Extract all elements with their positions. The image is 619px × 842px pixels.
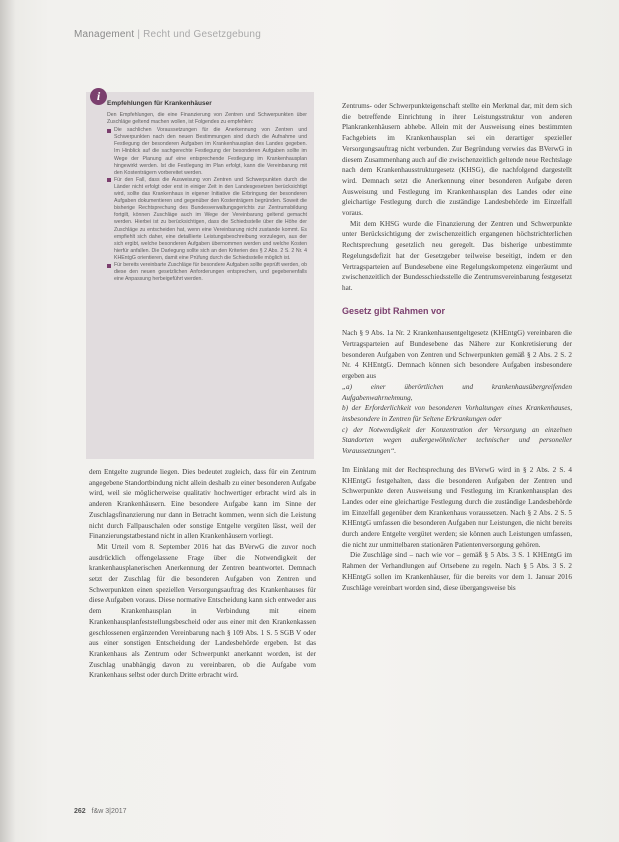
- quote-item: c) der Notwendigkeit der Konzentration der Versorgung an einzelnen Standorten wegen außergewöhnlicher technischer und personeller Voraussetzungen“.: [342, 425, 572, 456]
- paragraph: Nach § 9 Abs. 1a Nr. 2 Krankenhausentgeltgesetz (KHEntgG) vereinbaren die Vertragsparteien auf Bundesebene das Nähere zur Konkretisierung der besonderen Aufgaben von Zentren und Schwerpunkten gemäß § 2 Abs. 2 S. 2 Nr. 4 KHEntgG. Demnach können sich besondere Aufgaben insbesondere ergeben aus: [342, 329, 572, 381]
- quote-item: „a) einer überörtlichen und krankenhausübergreifenden Aufgabenwahrnehmung,: [342, 382, 572, 402]
- paragraph: Zentrums- oder Schwerpunkteigenschaft stellte ein Merkmal dar, mit dem sich die betreffende Einrichtung in ihrer Leistungsstruktur von anderen Plankrankenhäusern abhebe. Allein mit der Ausweisung eines bestimmten Fachgebiets im Krankenhausplan sei ein derartiger spezieller Versorgungsauftrag nicht verbunden. Zur Begründung verwies das BVerwG in diesem Zusammenhang auch auf die zwischenzeitlich geltende neue Rechtslage nach dem Krankenhausstrukturgesetz (KHSG), die nachfolgend dargestellt wird. Demnach setzt die Anerkennung einer besonderen Aufgabe deren Ausweisung und Festlegung im Krankenhausplan des Landes oder eine gleichartige Festlegung durch die zuständige Landesbehörde im Einzelfall voraus.: [342, 102, 572, 218]
- section-heading: Gesetz gibt Rahmen vor: [342, 305, 446, 316]
- recommendation-box: [86, 92, 314, 459]
- paragraph: Die Zuschläge sind – nach wie vor – gemäß § 5 Abs. 3 S. 1 KHEntgG im Rahmen der Verhandlungen auf Ortsebene zu regeln. Nach § 5 Abs. 3 S. 2 KHEntgG sollen im Krankenhäuser, für die bereits vor dem 1. Januar 2016 Zuschläge vereinbart worden sind, diese übergangsweise bis: [342, 551, 572, 592]
- box-bullet-text: Für bereits vereinbarte Zuschläge für besondere Aufgaben sollte geprüft werden, ob diese den neuen gesetzlichen Anforderungen entsprechen, und gegebenenfalls eine Anpassung herbeigeführt werden.: [114, 261, 307, 283]
- box-bullet-text: Für den Fall, dass die Ausweisung von Zentren und Schwerpunkten durch die Länder nicht erfolgt oder erst in einiger Zeit in den Landesgesetzen berücksichtigt wird, sollte das Krankenhaus in eigener Initiative die Erbringung der besonderen Aufgaben dokumentieren und gegenüber den Kostenträgern begründen. Soweit die bisherige Rechtsprechung des Bundesverwaltungsgerichts zur Zentrumsbildung fortgilt, können Zuschläge auch im Wege der Vereinbarung geltend gemacht werden. Hierbei ist zu berücksichtigen, dass die Schiedsstelle über die Höhe der Zuschläge zu entscheiden hat, wenn eine Vereinbarung nicht zustande kommt. Es empfiehlt sich daher, eine detaillierte Leistungsbeschreibung vorzulegen, aus der sich ergibt, welche besonderen Aufgaben übernommen werden und welche Kosten hierfür anfallen. Die Darlegung sollte sich an den Kriterien des § 2 Abs. 2 S. 2 Nr. 4 KHEntgG orientieren, damit eine Prüfung durch die Schiedsstelle möglich ist.: [114, 176, 307, 261]
- quote-item: b) der Erforderlichkeit von besonderen Vorhaltungen eines Krankenhauses, insbesondere in Zentren für Seltene Erkrankungen oder: [342, 404, 572, 423]
- running-header: [74, 29, 261, 40]
- box-bullet: [107, 262, 307, 283]
- box-intro: Den Empfehlungen, die eine Finanzierung von Zentren und Schwerpunkten über Zuschläge geltend machen wollen, ist Folgendes zu empfehlen:: [107, 112, 307, 126]
- page-number: 262: [74, 808, 86, 815]
- box-title: Empfehlungen für Krankenhäuser: [107, 100, 212, 107]
- box-bullet-text: Die sachlichen Voraussetzungen für die Anerkennung von Zentren und Schwerpunkten nach den neuen Bestimmungen sind durch die Aufnahme und Festlegung der besonderen Aufgaben im Krankenhausplan des Landes gegeben. Im Hinblick auf die sachgerechte Festlegung der besonderen Aufgaben sollte im Wege der Planung auf eine entsprechende Festlegung im Krankenhausplan hingewirkt werden. Ist die Festlegung im Plan erfolgt, kann die Vereinbarung mit den Kostenträgern vorbereitet werden.: [114, 127, 307, 176]
- header-category: Recht und Gesetzgebung: [143, 29, 261, 40]
- paragraph: Im Einklang mit der Rechtsprechung des BVerwG wird in § 2 Abs. 2 S. 4 KHEntgG festgehalten, dass die besonderen Aufgaben der Zentren und Schwerpunkte deren Ausweisung und Festlegung im Krankenhausplan des Landes oder eine gleichartige Festlegung durch die zuständige Landesbehörde im Einzelfall gegenüber dem Krankenhaus voraussetzen. Nach § 2 Abs. 2 S. 5 KHEntgG umfassen die besonderen Aufgaben nur Leistungen, die nicht bereits durch andere Entgelte vergütet werden; sie können auch Leistungen umfassen, die nicht zur unmittelbaren stationären Patientenversorgung gehören.: [342, 465, 572, 549]
- box-bullet: [107, 177, 307, 262]
- paragraph: dem Entgelte zugrunde liegen. Dies bedeutet zugleich, dass für ein Zentrum angegebene Standortbindung nicht allein deshalb zu einer besonderen Aufgabe wird, weil sie möglicherweise qualitativ hochwertiger erbracht wird als in anderen Krankenhäusern. Eine besondere Aufgabe kann im Sinne der Zuschlagsfinanzierung nur dann in Betracht kommen, wenn sich die Leistung nicht durch Fallpauschalen oder sonstige Entgelte vergüten lässt, weil der Finanzierungstatbestand nicht in allen Krankenhäusern vorliegt.: [89, 468, 316, 541]
- bullet-square-icon: [107, 129, 111, 133]
- info-icon: i: [90, 88, 107, 105]
- issue-label: f&w 3|2017: [91, 808, 127, 815]
- paragraph: Mit dem KHSG wurde die Finanzierung der Zentren und Schwerpunkte unter Berücksichtigung der zwischenzeitlich ergangenen höchstrichterlichen Rechtsprechung gesetzlich neu geregelt. Das bisherige unbestimmte Regelungsdefizit hat der Gesetzgeber teilweise beseitigt, indem er den Vertragsparteien auf Bundesebene eine Regelungskompetenz eingeräumt und zwischenzeitlich der Bundesschiedsstelle die Zentrumsvereinbarung festgesetzt hat.: [342, 219, 572, 292]
- bullet-square-icon: [107, 264, 111, 268]
- left-text-column: [89, 467, 316, 681]
- page-fold-shadow: [0, 0, 16, 842]
- right-text-column: [342, 101, 572, 593]
- header-separator: |: [134, 29, 144, 40]
- box-bullet: [107, 127, 307, 177]
- box-body: [107, 112, 307, 283]
- paragraph: Mit Urteil vom 8. September 2016 hat das BVerwG die zuvor noch ausdrücklich offengelassene Frage über die Notwendigkeit der krankenhausplanerischen Anerkennung der Zentren beantwortet. Demnach setzt der Zuschlag für die besonderen Aufgaben von Zentren und Schwerpunkten einen speziellen Versorgungsauftrag des Krankenhauses für diese Aufgaben voraus. Diese normative Entscheidung kann sich entweder aus dem Krankenhausplan in Verbindung mit einem Krankenhausplanfeststellungsbescheid oder aus einer mit den Krankenkassen geschlossenen ergänzenden Vereinbarung nach § 109 Abs. 1 S. 5 SGB V oder aus einer sonstigen Entscheidung der Landesbehörde ergeben. Ist das Krankenhaus als Zentrum oder Schwerpunkt anerkannt worden, ist der Zuschlag unabhängig davon zu vereinbaren, ob die Aufgabe vom Krankenhaus selbst oder durch Dritte erbracht wird.: [89, 542, 316, 680]
- bullet-square-icon: [107, 178, 111, 182]
- header-section: Management: [74, 29, 135, 40]
- page-footer: [74, 808, 127, 815]
